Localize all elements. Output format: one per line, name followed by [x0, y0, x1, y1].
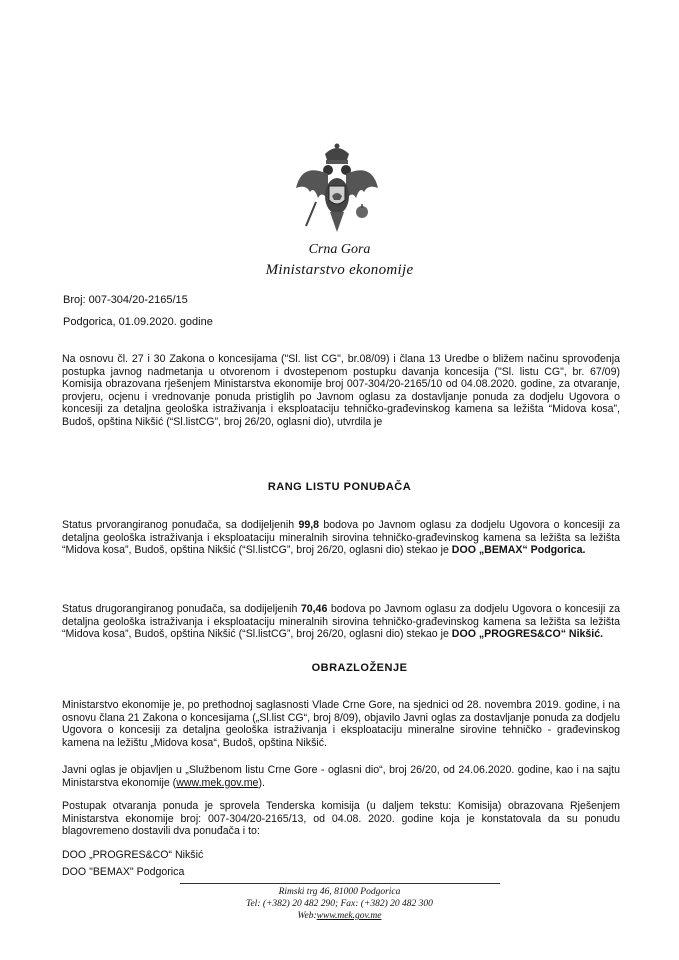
rationale-paragraph-2 — [62, 764, 620, 789]
rationale-paragraph-1: Ministarstvo ekonomije je, po prethodnoj saglasnosti Vlade Crne Gore, na sjednici od 28. novembra 2019. godine, i na osnovu člana 21 Zakona o koncesijama („Sl.list CG“, broj 8/09), objavilo Javni oglas za dostavljanje ponuda za dodjelu Ugovora o koncesiji za detaljna geološka istraživanja i eksploataciju mineralne sirovine tehničko - građevinskog kamena na ležištu „Midova kosa“, Budoš, opština Nikšić. — [62, 699, 620, 749]
footer-divider — [180, 883, 500, 884]
footer-phones: Tel: (+382) 20 482 290; Fax: (+382) 20 482 300 — [246, 899, 433, 909]
ministry-name: Ministarstvo ekonomije — [265, 262, 414, 278]
document-number: Broj: 007-304/20-2165/15 — [63, 294, 188, 306]
rationale-title: OBRAZLOŽENJE — [311, 662, 408, 674]
first-ranked-company: DOO „BEMAX“ Podgorica. — [451, 544, 586, 557]
second-ranked-body: bodova po Javnom oglasu za dodjelu Ugovora o koncesiji za detaljna geološka istraživanja i eksploataciju mineralnih sirovina tehničko-građevinskog kamena sa ležišta sa ležišta “Midova kosa”, Budoš, opština Nikšić (“Sl.listCG”, broj 26/20, oglasni dio) stekao je — [62, 603, 621, 641]
first-ranked-paragraph — [62, 519, 620, 557]
coat-of-arms-icon — [292, 140, 382, 240]
bidder-1: DOO „PROGRES&CO“ Nikšić — [62, 849, 204, 861]
second-ranked-points: 70,46 — [300, 603, 328, 615]
second-ranked-company: DOO „PROGRES&CO“ Nikšić. — [451, 628, 604, 641]
first-ranked-intro: Status prvorangiranog ponuđača, sa dodijeljenih — [62, 519, 295, 531]
footer-web-label: Web: — [297, 911, 317, 921]
document-place-date: Podgorica, 01.09.2020. godine — [63, 316, 213, 328]
rank-list-title: RANG LISTU PONUĐAČA — [267, 481, 412, 493]
footer-web-link[interactable]: www.mek.gov.me — [316, 911, 382, 921]
footer-address: Rimski trg 46, 81000 Podgorica — [278, 887, 401, 897]
rationale-paragraph-2-text: Javni oglas je objavljen u „Službenom listu Crne Gore - oglasni dio“, broj 26/20, od 24.06.2020. godine, kao i na sajtu Ministarstva ekonomije ( — [62, 764, 620, 789]
first-ranked-points: 99,8 — [298, 519, 320, 531]
footer-web — [0, 910, 679, 922]
country-name: Crna Gora — [308, 242, 371, 257]
first-ranked-body: bodova po Javnom oglasu za dodjelu Ugovora o koncesiji za detaljna geološka istraživanja i eksploataciju mineralnih sirovina tehničko-građevinskog kamena sa ležišta sa ležišta “Midova kosa”, Budoš, opština Nikšić (“Sl.listCG”, broj 26/20, oglasni dio) stekao je — [62, 519, 620, 557]
bidder-2: DOO "BEMAX" Podgorica — [62, 866, 185, 878]
rationale-paragraph-2-end: ). — [258, 776, 265, 789]
rationale-paragraph-3: Postupak otvaranja ponuda je sprovela Tenderska komisija (u daljem tekstu: Komisija) obrazovana Rješenjem Ministarstva ekonomije broj: 007-304/20-2165/13, od 04.08. 2020. godine koja je konstatovala da su ponudu blagovremeno dostavili dva ponuđača i to: — [62, 800, 620, 838]
second-ranked-intro: Status drugorangiranog ponuđača, sa dodijeljenih — [62, 603, 298, 615]
ministry-website-link[interactable]: www.mek.gov.me — [176, 776, 259, 789]
intro-paragraph: Na osnovu čl. 27 i 30 Zakona o koncesijama ("Sl. list CG", br.08/09) i člana 13 Uredbe o bližem načinu sprovođenja postupka javnog nadmetanja u otvorenom i dvostepenom postupku davanja koncesija ("Sl. listu CG", br. 67/09) Komisija obrazovana rješenjem Ministarstva ekonomije broj 007-304/20-2165/10 od 04.08.2020. godine, za otvaranje, provjeru, ocjenu i vrednovanje ponuda pristiglih po Javnom oglasu za dostavljanje ponuda za dodjelu Ugovora o koncesiji za detaljna geološka istraživanja i eksploataciju tehničko-građevinskog kamena sa ležišta “Midova kosa”, Budoš, opština Nikšić (“Sl.listCG”, broj 26/20, oglasni dio), utvrdila je — [62, 353, 620, 428]
second-ranked-paragraph — [62, 603, 620, 641]
